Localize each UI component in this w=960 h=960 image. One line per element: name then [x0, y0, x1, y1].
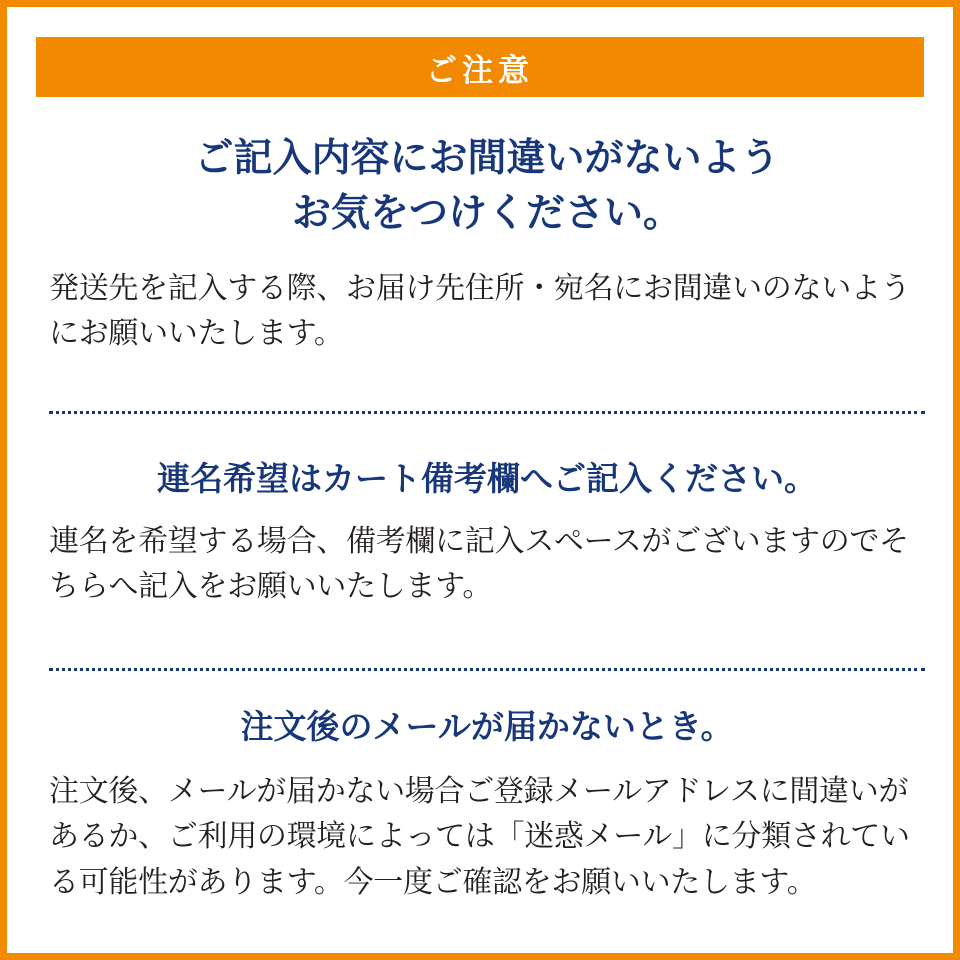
section-email-not-received-body: 注文後、メールが届かない場合ご登録メールアドレスに間違いがあるか、ご利用の環境によっては「迷惑メール」に分類されている可能性があります。今一度ご確認をお願いいたします。: [49, 774, 910, 900]
section-address-accuracy: [49, 131, 925, 357]
section-joint-name-heading: 連名希望はカート備考欄へご記入ください。: [157, 460, 817, 497]
section-email-not-received-heading: 注文後のメールが届かないとき。: [240, 708, 734, 745]
notice-banner-label: ご注意: [426, 52, 534, 88]
section-divider-1: [49, 411, 925, 414]
notice-card-inner: [7, 0, 953, 960]
section-divider-2: [49, 668, 925, 671]
heading-line-1: ご記入内容にお間違いがないよう: [194, 137, 780, 180]
section-address-accuracy-body: 発送先を記入する際、お届け先住所・宛名にお間違いのないようにお願いいたします。: [49, 271, 911, 351]
section-joint-name-body: 連名を希望する場合、備考欄に記入スペースがございますのでそちらへ記入をお願いいたします。: [49, 524, 909, 604]
section-address-accuracy-heading: [49, 131, 925, 242]
section-email-not-received: [49, 706, 925, 906]
section-joint-name: [49, 458, 925, 610]
heading-line-2: お気をつけください。: [291, 192, 682, 236]
notice-banner: [36, 37, 924, 97]
